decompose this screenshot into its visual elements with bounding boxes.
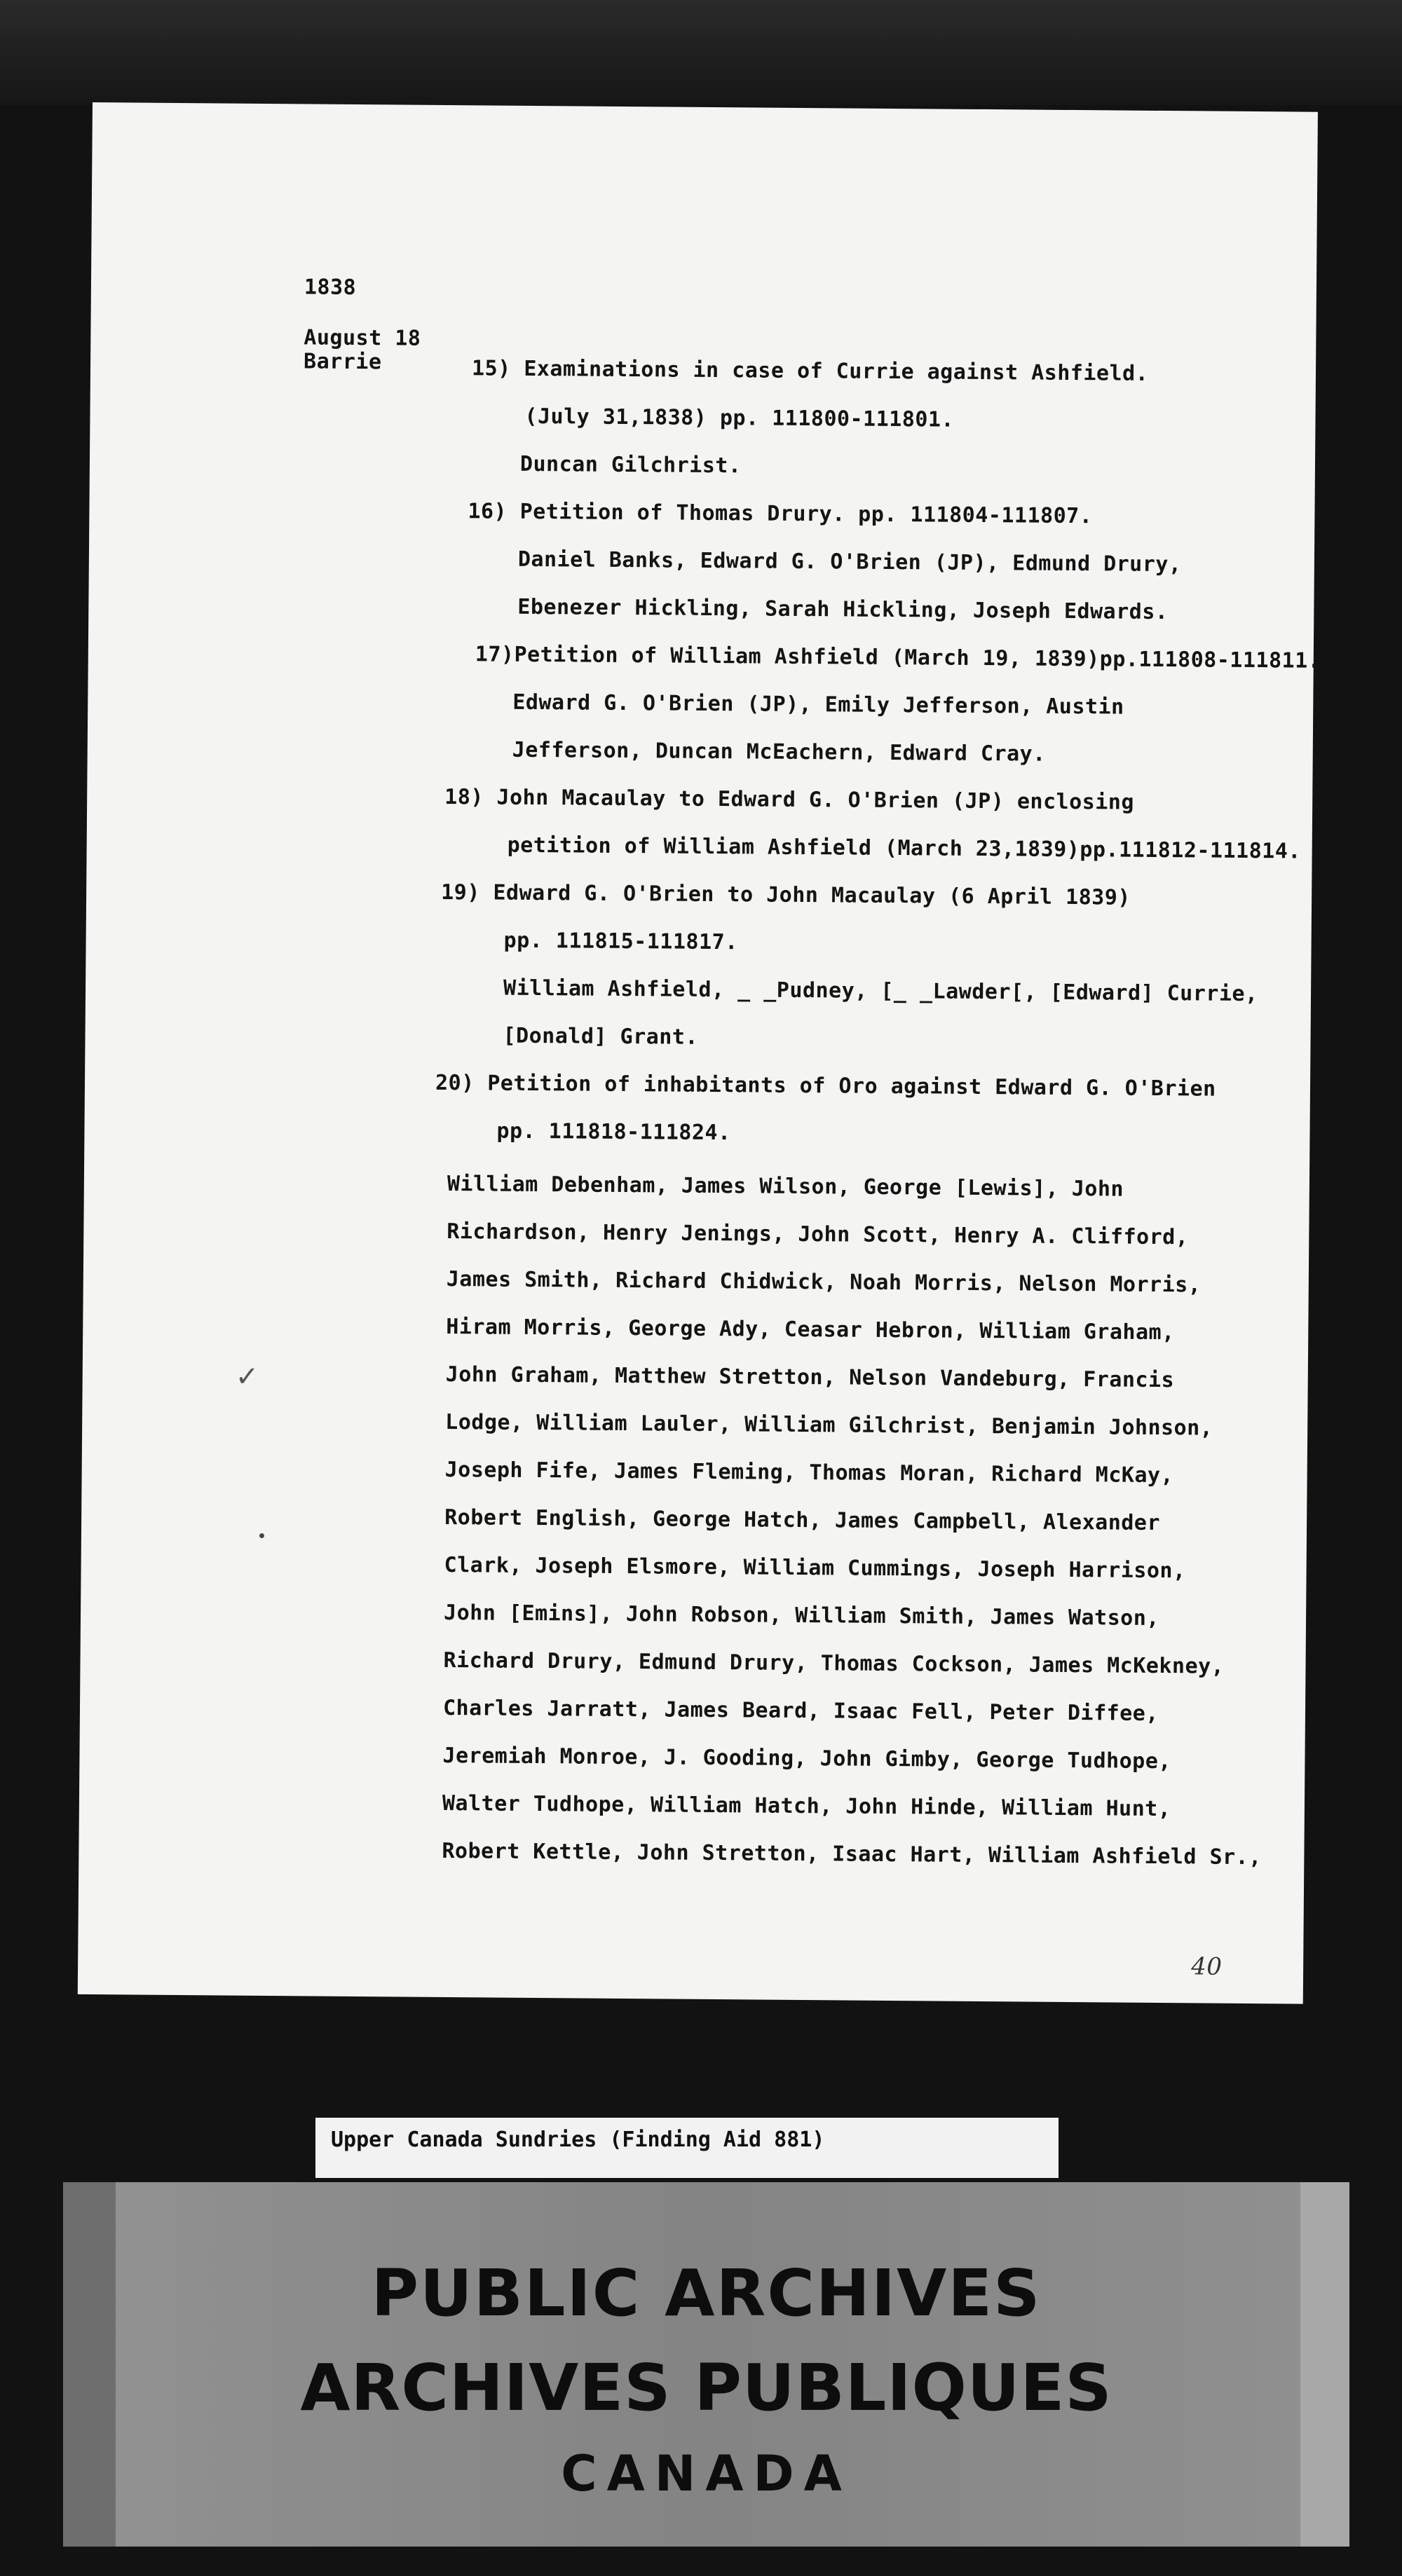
entry-line: 20) Petition of inhabitants of Oro against Edward G. O'Brien [435, 1070, 1216, 1102]
archives-stamp [63, 2182, 1349, 2547]
entry-line: Jefferson, Duncan McEachern, Edward Cray. [512, 737, 1046, 767]
signatory-line: Jeremiah Monroe, J. Gooding, John Gimby, George Tudhope, [442, 1743, 1172, 1774]
entry-line: William Ashfield, _ _Pudney, [_ _Lawder[, [Edward] Currie, [503, 975, 1258, 1007]
finding-aid-text: Upper Canada Sundries (Finding Aid 881) [331, 2128, 825, 2152]
document-page [78, 102, 1321, 2004]
signatory-line: Charles Jarratt, James Beard, Isaac Fell, Peter Diffee, [442, 1695, 1159, 1727]
signatory-line: Lodge, William Lauler, William Gilchrist, Benjamin Johnson, [445, 1410, 1213, 1441]
entry-line: petition of William Ashfield (March 23,1839)pp.111812-111814. [507, 833, 1302, 864]
entry-line: pp. 111815-111817. [503, 928, 738, 955]
signatory-line: John [Emins], John Robson, William Smith, James Watson, [443, 1601, 1160, 1631]
entry-line: 17)Petition of William Ashfield (March 19, 1839)pp.111808-111811. [475, 642, 1321, 673]
signatory-line: Hiram Morris, George Ady, Ceasar Hebron, William Graham, [446, 1315, 1175, 1345]
signatory-line: Robert English, George Hatch, James Campbell, Alexander [444, 1505, 1161, 1536]
entry-line: Edward G. O'Brien (JP), Emily Jefferson, Austin [512, 690, 1124, 720]
entry-line: [Donald] Grant. [503, 1023, 699, 1050]
stamp-line-french: ARCHIVES PUBLIQUES [300, 2350, 1112, 2425]
document-year: 1838 [304, 275, 357, 300]
signatory-line: Robert Kettle, John Stretton, Isaac Hart, William Ashfield Sr., [442, 1838, 1262, 1870]
signatory-line: Richard Drury, Edmund Drury, Thomas Cockson, James McKekney, [443, 1648, 1225, 1679]
page-number: 40 [1190, 1952, 1223, 1981]
ink-dot [259, 1533, 264, 1538]
entry-line: (July 31,1838) pp. 111800-111801. [524, 404, 955, 432]
entry-line: 18) John Macaulay to Edward G. O'Brien (JP) enclosing [444, 784, 1135, 815]
entry-line: 15) Examinations in case of Currie against Ashfield. [471, 356, 1149, 386]
document-date: August 18 [304, 325, 421, 351]
signatory-line: Walter Tudhope, William Hatch, John Hinde, William Hunt, [442, 1790, 1171, 1822]
stamp-line-country: CANADA [561, 2445, 852, 2502]
finding-aid-label [315, 2118, 1059, 2178]
signatory-line: Richardson, Henry Jenings, John Scott, Henry A. Clifford, [447, 1219, 1189, 1250]
entry-line: Daniel Banks, Edward G. O'Brien (JP), Edmund Drury, [517, 547, 1182, 577]
document-place: Barrie [303, 349, 382, 375]
entry-line: 19) Edward G. O'Brien to John Macaulay (6 April 1839) [441, 879, 1131, 910]
signatory-line: William Debenham, James Wilson, George [Lewis], John [447, 1172, 1124, 1202]
signatory-line: John Graham, Matthew Stretton, Nelson Vandeburg, Francis [445, 1362, 1175, 1393]
scan-top-border [0, 0, 1402, 105]
signatory-line: Joseph Fife, James Fleming, Thomas Moran, Richard McKay, [444, 1458, 1174, 1488]
signatory-line: James Smith, Richard Chidwick, Noah Morris, Nelson Morris, [446, 1267, 1202, 1298]
entry-line: Duncan Gilchrist. [519, 451, 742, 479]
stamp-line-english: PUBLIC ARCHIVES [371, 2256, 1042, 2331]
check-mark-icon: ✓ [235, 1360, 259, 1393]
entry-line: Ebenezer Hickling, Sarah Hickling, Joseph Edwards. [517, 594, 1169, 625]
entry-line: pp. 111818-111824. [496, 1118, 731, 1146]
signatory-line: Clark, Joseph Elsmore, William Cummings, Joseph Harrison, [444, 1553, 1186, 1584]
entry-line: 16) Petition of Thomas Drury. pp. 111804-111807. [468, 499, 1093, 529]
